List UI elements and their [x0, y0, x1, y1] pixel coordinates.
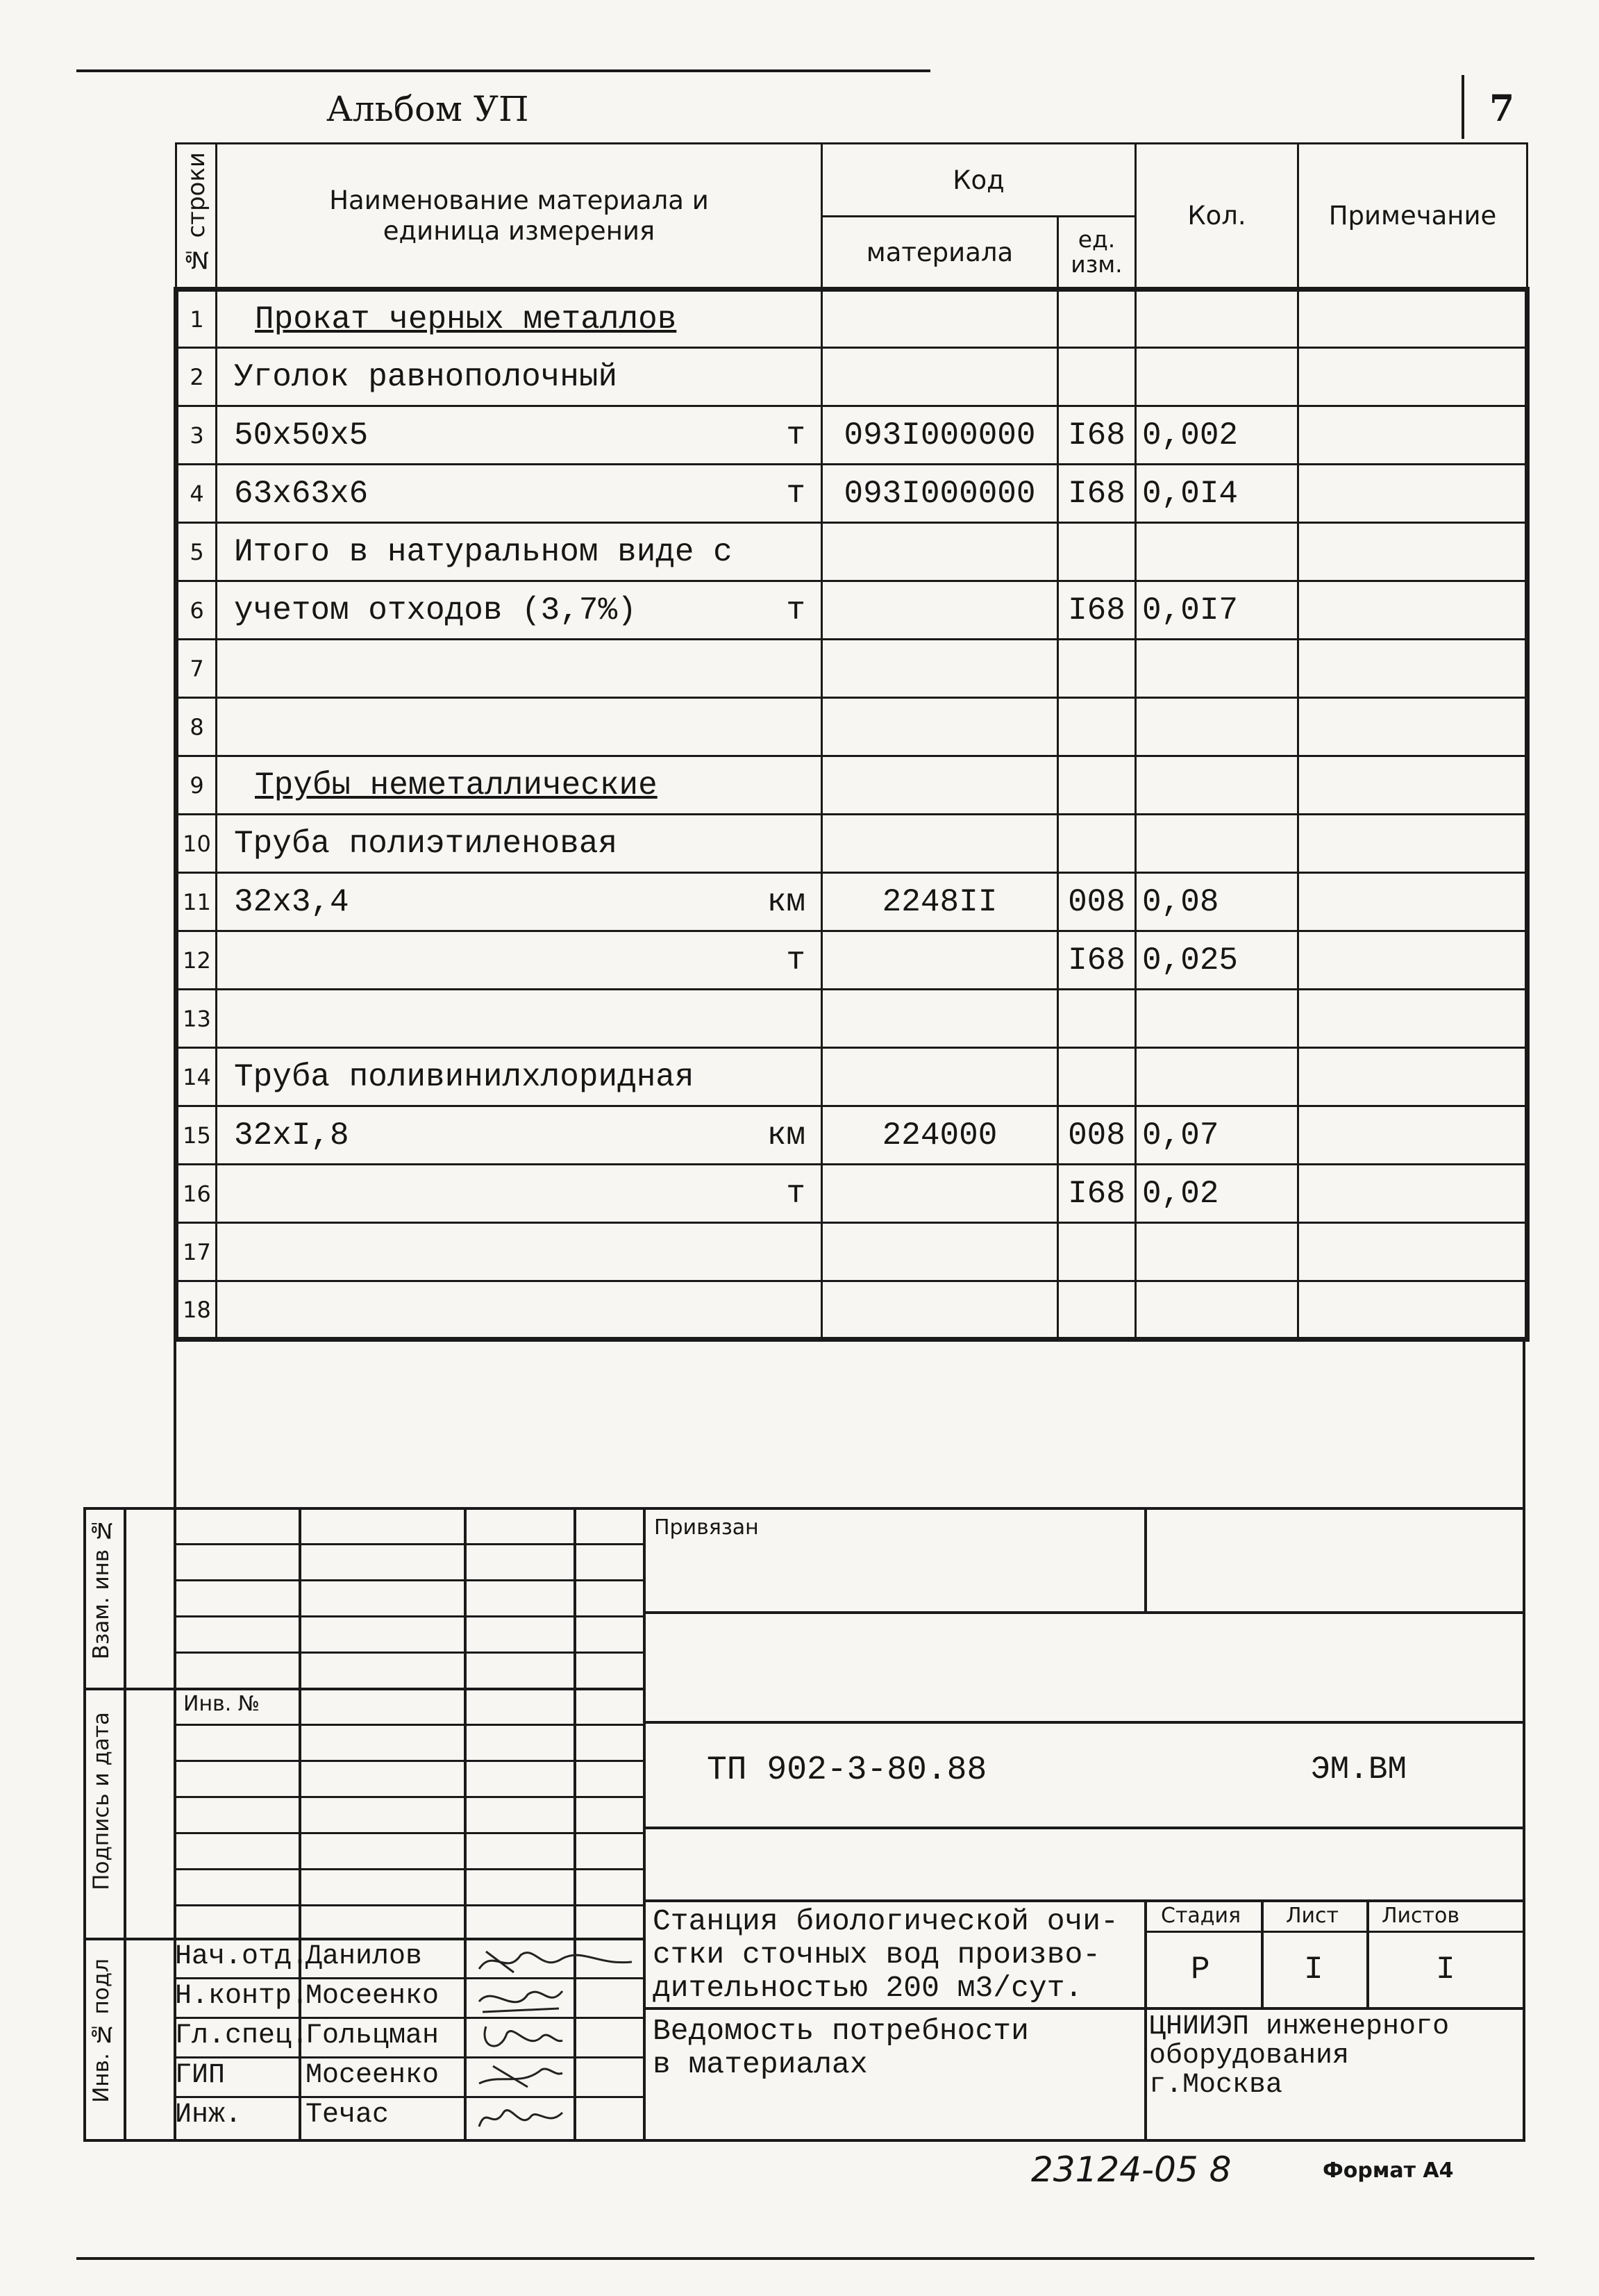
- row-number: 10: [176, 815, 217, 873]
- row-unit-code: [1058, 1223, 1136, 1281]
- row-note: [1298, 1048, 1527, 1106]
- row-quantity: [1136, 990, 1298, 1048]
- row-name: Прокат черных металлов: [255, 301, 677, 338]
- row-unit-code: I68: [1058, 406, 1136, 465]
- table-row: [176, 290, 1527, 348]
- row-material-code: 224000: [822, 1106, 1058, 1165]
- row-name: 32xI,8: [234, 1117, 349, 1154]
- row-unit-code: [1058, 756, 1136, 815]
- row-quantity: [1136, 1223, 1298, 1281]
- signature-3: [472, 2020, 569, 2058]
- grid-h5: [174, 1688, 646, 1690]
- row-number: 3: [176, 406, 217, 465]
- signature-2: [472, 1981, 569, 2019]
- grid-h6: [174, 1724, 646, 1726]
- stamp-role: Н.контр.: [175, 1981, 309, 2012]
- project-line-1: Станция биологической очи-: [653, 1904, 1119, 1938]
- row-unit: км: [767, 883, 805, 920]
- grid-h10: [174, 1868, 646, 1870]
- row-name-cell: [217, 990, 822, 1048]
- stamp-role: Гл.спец.: [175, 2020, 309, 2052]
- row-material-code: [822, 990, 1058, 1048]
- row-material-code: [822, 756, 1058, 815]
- row-name-cell: [217, 756, 822, 815]
- row-unit-code: [1058, 523, 1136, 581]
- row-material-code: [822, 348, 1058, 406]
- grid-h12: [174, 1938, 646, 1940]
- row-note: [1298, 1281, 1527, 1340]
- row-quantity: 0,0I4: [1136, 465, 1298, 523]
- row-unit-code: I68: [1058, 931, 1136, 990]
- row-quantity: 0,07: [1136, 1106, 1298, 1165]
- bottom-rule: [76, 2257, 1534, 2260]
- row-number: 9: [176, 756, 217, 815]
- doc-code: ЭМ.ВМ: [1311, 1752, 1407, 1788]
- header-code-unit: ед. изм.: [1058, 217, 1136, 290]
- table-row: [176, 698, 1527, 756]
- row-note: [1298, 815, 1527, 873]
- stage-label-text: Стадия: [1161, 1904, 1241, 1928]
- sheet-number: 7: [1489, 88, 1515, 130]
- stamp-role: Инж.: [175, 2099, 242, 2131]
- row-quantity: [1136, 1281, 1298, 1340]
- sheet-number-rule: [1462, 75, 1464, 139]
- docnum-bottom: [643, 1827, 1525, 1829]
- row-material-code: [822, 640, 1058, 698]
- row-number: 1: [176, 290, 217, 348]
- stage-value: Р: [1191, 1952, 1210, 1988]
- row-name-cell: [217, 698, 822, 756]
- stamp-person-name: Мосеенко: [305, 1981, 439, 2012]
- archive-number: 23124-05 8: [1031, 2149, 1232, 2190]
- frame-right: [1523, 1340, 1525, 2140]
- table-row: [176, 348, 1527, 406]
- row-number: 8: [176, 698, 217, 756]
- grid-v2: [464, 1507, 467, 2140]
- header-row-number: № строки: [176, 144, 217, 290]
- row-note: [1298, 290, 1527, 348]
- row-note: [1298, 581, 1527, 640]
- bound-bottom: [643, 1611, 1525, 1614]
- row-unit: т: [786, 942, 805, 979]
- row-unit-code: [1058, 640, 1136, 698]
- grid-h7: [174, 1760, 646, 1762]
- row-unit: т: [786, 1175, 805, 1212]
- stamp-side-divider: [124, 1507, 126, 2140]
- row-unit-code: [1058, 1048, 1136, 1106]
- side-label-sign: Подпись и дата: [89, 1712, 114, 1890]
- row-material-code: [822, 698, 1058, 756]
- project-line-2: стки сточных вод произво-: [653, 1938, 1101, 1972]
- stamp-left-edge: [83, 1507, 86, 2140]
- row-number: 5: [176, 523, 217, 581]
- row-note: [1298, 1223, 1527, 1281]
- table-row: [176, 406, 1527, 465]
- header-code-material: материала: [822, 217, 1058, 290]
- row-name: Итого в натуральном виде с: [234, 533, 732, 570]
- row-number: 6: [176, 581, 217, 640]
- row-note: [1298, 990, 1527, 1048]
- row-number: 13: [176, 990, 217, 1048]
- row-name-cell: [217, 1048, 822, 1106]
- row-number: 4: [176, 465, 217, 523]
- table-row: [176, 1223, 1527, 1281]
- row-number: 14: [176, 1048, 217, 1106]
- row-name-cell: [217, 348, 822, 406]
- table-row: [176, 756, 1527, 815]
- project-line-3: дительностью 200 м3/сут.: [653, 1971, 1083, 2005]
- grid-v4: [643, 1507, 646, 2140]
- row-name: учетом отходов (3,7%): [234, 592, 637, 629]
- org-line-2: оборудования: [1149, 2040, 1350, 2072]
- row-unit-code: [1058, 290, 1136, 348]
- grid-h8: [174, 1796, 646, 1798]
- row-name-cell: [217, 1223, 822, 1281]
- stamp-person-name: Мосеенко: [305, 2060, 439, 2091]
- row-unit-code: [1058, 698, 1136, 756]
- row-name: 32x3,4: [234, 883, 349, 920]
- row-note: [1298, 1106, 1527, 1165]
- row-name: Труба поливинилхлоридная: [234, 1058, 694, 1095]
- title-top: [643, 2007, 1525, 2010]
- row-unit-code: [1058, 1281, 1136, 1340]
- row-note: [1298, 931, 1527, 990]
- stamp-person-name: Данилов: [305, 1941, 423, 1972]
- row-note: [1298, 465, 1527, 523]
- row-material-code: [822, 1165, 1058, 1223]
- materials-table-body: [176, 290, 1527, 1340]
- org-line-3: г.Москва: [1149, 2070, 1283, 2101]
- row-material-code: 2248II: [822, 873, 1058, 931]
- row-quantity: 0,025: [1136, 931, 1298, 990]
- row-material-code: [822, 1048, 1058, 1106]
- stage-divider-mid: [1261, 1899, 1264, 2008]
- row-quantity: [1136, 815, 1298, 873]
- grid-h15: [174, 2056, 646, 2058]
- table-row: [176, 815, 1527, 873]
- header-quantity: Кол.: [1136, 144, 1298, 290]
- row-note: [1298, 523, 1527, 581]
- docnum-top: [643, 1721, 1525, 1724]
- row-number: 16: [176, 1165, 217, 1223]
- row-quantity: 0,002: [1136, 406, 1298, 465]
- grid-h2: [174, 1579, 646, 1581]
- materials-table: [174, 142, 1530, 1342]
- row-name-cell: [217, 815, 822, 873]
- title-line-1: Ведомость потребности: [653, 2014, 1029, 2048]
- row-note: [1298, 406, 1527, 465]
- row-name: 63x63x6: [234, 475, 369, 512]
- sheet-label-text: Лист: [1286, 1904, 1339, 1928]
- stage-divider-left: [1144, 1899, 1147, 2140]
- org-line-1: ЦНИИЭП инженерного: [1149, 2011, 1450, 2043]
- row-name-cell: [217, 1106, 822, 1165]
- row-quantity: [1136, 348, 1298, 406]
- table-row: [176, 1281, 1527, 1340]
- row-name-cell: [217, 873, 822, 931]
- row-name-cell: [217, 406, 822, 465]
- row-unit: км: [767, 1117, 805, 1154]
- row-number: 12: [176, 931, 217, 990]
- row-name: Труба полиэтиленовая: [234, 825, 618, 862]
- header-code: Код: [822, 144, 1136, 217]
- row-unit: т: [786, 592, 805, 629]
- row-number: 17: [176, 1223, 217, 1281]
- table-row: [176, 990, 1527, 1048]
- row-name: 50x50x5: [234, 417, 369, 454]
- stamp-person-name: Гольцман: [305, 2020, 439, 2052]
- row-number: 2: [176, 348, 217, 406]
- row-name: Уголок равнополочный: [234, 358, 618, 395]
- row-quantity: [1136, 756, 1298, 815]
- side-label-replace: Взам. инв №: [89, 1517, 114, 1660]
- stamp-role: Нач.отд.: [175, 1941, 309, 1972]
- stamp-person-name: Течас: [305, 2099, 390, 2131]
- grid-v3: [574, 1507, 576, 2140]
- table-row: [176, 1048, 1527, 1106]
- bound-label: Привязан: [654, 1515, 759, 1540]
- row-name-cell: [217, 465, 822, 523]
- row-material-code: [822, 1223, 1058, 1281]
- table-row: [176, 581, 1527, 640]
- row-note: [1298, 698, 1527, 756]
- grid-h16: [174, 2096, 646, 2098]
- row-name-cell: [217, 640, 822, 698]
- row-unit-code: 008: [1058, 1106, 1136, 1165]
- top-rule: [76, 69, 930, 72]
- row-name-cell: [217, 1281, 822, 1340]
- row-number: 18: [176, 1281, 217, 1340]
- row-quantity: [1136, 640, 1298, 698]
- row-quantity: 0,0I7: [1136, 581, 1298, 640]
- row-unit-code: [1058, 990, 1136, 1048]
- row-note: [1298, 348, 1527, 406]
- row-quantity: [1136, 290, 1298, 348]
- sheets-label-text: Листов: [1382, 1904, 1460, 1928]
- project-top: [643, 1899, 1525, 1902]
- row-name-cell: [217, 523, 822, 581]
- row-quantity: [1136, 523, 1298, 581]
- row-material-code: [822, 290, 1058, 348]
- table-row: [176, 640, 1527, 698]
- row-note: [1298, 873, 1527, 931]
- signature-5: [472, 2099, 569, 2137]
- grid-h11: [174, 1904, 646, 1906]
- header-note: Примечание: [1298, 144, 1527, 290]
- grid-h4: [174, 1652, 646, 1654]
- bound-divider: [1144, 1507, 1147, 1613]
- row-quantity: 0,08: [1136, 873, 1298, 931]
- header-name: Наименование материала и единица измерения: [217, 144, 822, 290]
- grid-h3: [174, 1615, 646, 1617]
- row-material-code: [822, 815, 1058, 873]
- title-line-2: в материалах: [653, 2047, 868, 2081]
- signature-4: [472, 2059, 569, 2094]
- stage-label-line: [1144, 1931, 1525, 1933]
- table-row: [176, 873, 1527, 931]
- table-row: [176, 1106, 1527, 1165]
- row-unit-code: I68: [1058, 1165, 1136, 1223]
- side-sep-2: [83, 1938, 175, 1940]
- row-number: 15: [176, 1106, 217, 1165]
- row-unit-code: 008: [1058, 873, 1136, 931]
- row-quantity: 0,02: [1136, 1165, 1298, 1223]
- row-unit-code: I68: [1058, 581, 1136, 640]
- side-label-inv: Инв. № подл: [89, 1958, 114, 2103]
- table-row: [176, 931, 1527, 990]
- row-material-code: [822, 523, 1058, 581]
- row-name-cell: [217, 581, 822, 640]
- sheets-value: I: [1436, 1952, 1455, 1988]
- row-material-code: [822, 931, 1058, 990]
- row-material-code: 093I000000: [822, 406, 1058, 465]
- row-material-code: [822, 1281, 1058, 1340]
- side-sep-1: [83, 1688, 175, 1690]
- row-note: [1298, 640, 1527, 698]
- row-number: 11: [176, 873, 217, 931]
- row-material-code: 093I000000: [822, 465, 1058, 523]
- sheet-value: I: [1304, 1952, 1323, 1988]
- row-note: [1298, 1165, 1527, 1223]
- row-unit: т: [786, 475, 805, 512]
- grid-h14: [174, 2017, 646, 2019]
- row-unit-code: I68: [1058, 465, 1136, 523]
- row-quantity: [1136, 1048, 1298, 1106]
- table-row: [176, 1165, 1527, 1223]
- signature-1: [472, 1941, 639, 1983]
- row-quantity: [1136, 698, 1298, 756]
- row-note: [1298, 756, 1527, 815]
- format-label: Формат А4: [1323, 2158, 1454, 2183]
- row-unit-code: [1058, 348, 1136, 406]
- doc-number: ТП 902-3-80.88: [707, 1752, 987, 1789]
- row-material-code: [822, 581, 1058, 640]
- row-unit-code: [1058, 815, 1136, 873]
- row-name-cell: [217, 290, 822, 348]
- inv-label: Инв. №: [183, 1692, 260, 1716]
- album-title: Альбом УП: [326, 89, 529, 129]
- row-name-cell: [217, 931, 822, 990]
- row-unit: т: [786, 417, 805, 454]
- table-row: [176, 523, 1527, 581]
- row-name-cell: [217, 1165, 822, 1223]
- row-number: 7: [176, 640, 217, 698]
- grid-h1: [174, 1543, 646, 1545]
- table-row: [176, 465, 1527, 523]
- grid-h9: [174, 1832, 646, 1834]
- stamp-role: ГИП: [175, 2060, 226, 2091]
- row-name: Трубы неметаллические: [255, 767, 658, 804]
- stage-divider-right: [1366, 1899, 1369, 2008]
